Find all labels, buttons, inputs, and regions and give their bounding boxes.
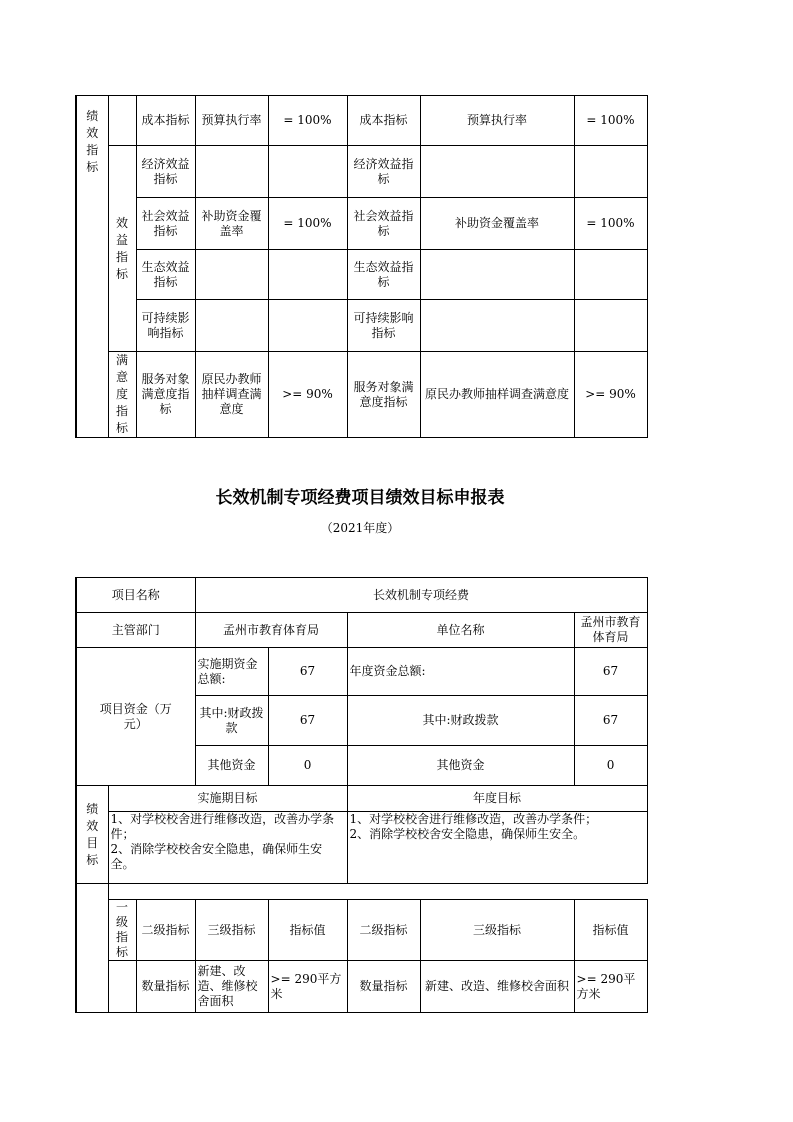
quantity-level3: 新建、改造、维修校舍面积 — [195, 961, 268, 1013]
annual-level2-indicator: 生态效益指标 — [347, 250, 420, 300]
department: 孟州市教育体育局 — [195, 613, 347, 648]
project-funds-label: 项目资金（万元） — [76, 648, 195, 786]
header-value: 指标值 — [268, 900, 347, 961]
annual-level2-indicator: 经济效益指标 — [347, 146, 420, 198]
annual-indicator-value: >= 90% — [574, 352, 647, 438]
level3-indicator: 预算执行率 — [195, 96, 268, 146]
annual-level3-indicator — [420, 250, 574, 300]
project-name: 长效机制专项经费 — [195, 578, 647, 613]
annual-quantity-value: >= 290平方米 — [574, 961, 647, 1013]
other-funds-label: 其他资金 — [195, 746, 268, 786]
annual-goal-header: 年度目标 — [347, 786, 647, 812]
level2-indicator: 生态效益指标 — [136, 250, 195, 300]
form-year: （2021年度） — [320, 521, 400, 535]
period-goal-1: 1、对学校校舍进行维修改造，改善办学条件； — [110, 812, 335, 841]
level3-indicator — [195, 300, 268, 352]
annual-indicator-value: = 100% — [574, 198, 647, 250]
sub-indicator-cell — [108, 96, 136, 146]
other-funds: 0 — [268, 746, 347, 786]
header-level2: 二级指标 — [136, 900, 195, 961]
annual-fiscal-funds: 67 — [574, 696, 647, 746]
unit-label: 单位名称 — [347, 613, 574, 648]
header-annual-level3: 三级指标 — [420, 900, 574, 961]
performance-indicator-label: 绩效指标 — [76, 96, 108, 438]
annual-level2-indicator: 社会效益指标 — [347, 198, 420, 250]
annual-goal-text — [347, 812, 647, 884]
level3-indicator: 补助资金覆盖率 — [195, 198, 268, 250]
level2-indicator: 可持续影响指标 — [136, 300, 195, 352]
annual-quantity-indicator: 数量指标 — [347, 961, 420, 1013]
level2-indicator: 经济效益指标 — [136, 146, 195, 198]
total-funds: 67 — [268, 648, 347, 696]
indicator-value — [268, 250, 347, 300]
project-name-label: 项目名称 — [76, 578, 195, 613]
annual-level3-indicator — [420, 300, 574, 352]
period-goal-2: 2、消除学校校舍安全隐患，确保师生安全。 — [110, 842, 323, 871]
spacer-row — [108, 884, 647, 900]
indicator-value — [268, 300, 347, 352]
level1-blank — [108, 961, 136, 1013]
benefit-indicator-label: 效益指标 — [108, 146, 136, 352]
annual-level2-indicator: 可持续影响指标 — [347, 300, 420, 352]
annual-quantity-level3: 新建、改造、维修校舍面积 — [420, 961, 574, 1013]
indicator-value: = 100% — [268, 96, 347, 146]
performance-goal-form — [75, 577, 648, 1013]
quantity-value: >= 290平方米 — [268, 961, 347, 1013]
annual-indicator-value: = 100% — [574, 96, 647, 146]
goals-label: 绩效目标 — [76, 786, 108, 884]
department-label: 主管部门 — [76, 613, 195, 648]
indicator-value: = 100% — [268, 198, 347, 250]
indicator-blank-cell — [76, 884, 108, 1013]
level2-indicator: 社会效益指标 — [136, 198, 195, 250]
fiscal-funds: 67 — [268, 696, 347, 746]
annual-fiscal-funds-label: 其中:财政拨款 — [347, 696, 574, 746]
header-level1: 一级指标 — [108, 900, 136, 961]
annual-level3-indicator: 补助资金覆盖率 — [420, 198, 574, 250]
total-funds-label: 实施期资金总额: — [195, 648, 268, 696]
annual-level3-indicator: 原民办教师抽样调查满意度 — [420, 352, 574, 438]
level3-indicator — [195, 146, 268, 198]
annual-other-funds: 0 — [574, 746, 647, 786]
period-goal-text — [108, 812, 347, 884]
annual-goal-2: 2、消除学校校舍安全隐患，确保师生安全。 — [349, 827, 586, 841]
level3-indicator: 原民办教师抽样调查满意度 — [195, 352, 268, 438]
indicator-value: >= 90% — [268, 352, 347, 438]
annual-level2-indicator: 成本指标 — [347, 96, 420, 146]
quantity-indicator: 数量指标 — [136, 961, 195, 1013]
annual-other-funds-label: 其他资金 — [347, 746, 574, 786]
header-annual-level2: 二级指标 — [347, 900, 420, 961]
annual-total-funds-label: 年度资金总额: — [347, 648, 574, 696]
annual-indicator-value — [574, 300, 647, 352]
performance-indicator-table-continued — [75, 95, 648, 438]
level3-indicator — [195, 250, 268, 300]
annual-indicator-value — [574, 146, 647, 198]
header-level3: 三级指标 — [195, 900, 268, 961]
annual-goal-1: 1、对学校校舍进行维修改造，改善办学条件； — [349, 812, 598, 826]
level2-indicator: 成本指标 — [136, 96, 195, 146]
annual-level2-indicator: 服务对象满意度指标 — [347, 352, 420, 438]
annual-indicator-value — [574, 250, 647, 300]
fiscal-funds-label: 其中:财政拨款 — [195, 696, 268, 746]
period-goal-header: 实施期目标 — [108, 786, 347, 812]
annual-level3-indicator — [420, 146, 574, 198]
unit: 孟州市教育体育局 — [574, 613, 647, 648]
level2-indicator: 服务对象满意度指标 — [136, 352, 195, 438]
annual-level3-indicator: 预算执行率 — [420, 96, 574, 146]
form-title: 长效机制专项经费项目绩效目标申报表 — [215, 488, 505, 508]
satisfaction-indicator-label: 满意度指标 — [108, 352, 136, 438]
annual-total-funds: 67 — [574, 648, 647, 696]
header-annual-value: 指标值 — [574, 900, 647, 961]
indicator-value — [268, 146, 347, 198]
